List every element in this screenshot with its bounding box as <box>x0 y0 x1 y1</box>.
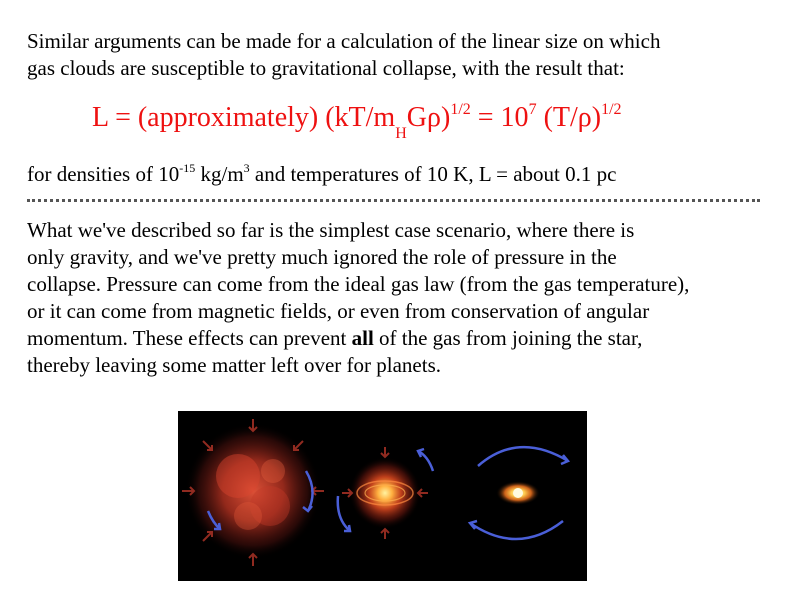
dotted-divider <box>27 199 760 202</box>
body-bold-all: all <box>351 326 374 350</box>
rotation-arrow-middle-left <box>338 496 350 531</box>
body-line-5b: of the gas from joining the star, <box>373 326 643 350</box>
cloud-collapse-illustration <box>178 411 587 581</box>
body-line-2: only gravity, and we've pretty much ignored the role of pressure in the <box>27 245 617 269</box>
body-line-3: collapse. Pressure can come from the ideal gas law (from the gas temperature), <box>27 272 690 296</box>
formula-exponent-1: 1/2 <box>450 101 471 118</box>
rotation-arrow-right-top <box>478 447 568 466</box>
conditions-part-1: for densities of 10 <box>27 162 180 186</box>
body-line-4: or it can come from magnetic fields, or even from conservation of angular <box>27 299 650 323</box>
conditions-exponent-neg15: -15 <box>179 161 196 175</box>
conditions-line <box>27 160 787 188</box>
body-line-1: What we've described so far is the simplest case scenario, where there is <box>27 218 635 242</box>
intro-line-1: Similar arguments can be made for a calculation of the linear size on which <box>27 29 661 53</box>
formula-t-rho: (T/ρ) <box>536 102 602 133</box>
body-line-6: thereby leaving some matter left over for planets. <box>27 353 442 377</box>
body-line-5a: momentum. These effects can prevent <box>27 326 352 350</box>
formula-exponent-7: 7 <box>528 101 537 118</box>
intro-line-2: gas clouds are susceptible to gravitational collapse, with the result that: <box>27 56 625 80</box>
jeans-length-formula <box>92 100 792 142</box>
formula-g-rho: Gρ) <box>406 102 451 133</box>
rotation-arrow-right-bottom <box>470 521 563 539</box>
formula-lhs: L = (approximately) (kT/m <box>92 102 396 133</box>
collapse-stages-svg <box>178 411 587 581</box>
collapsing-core <box>349 457 421 529</box>
protostar-disk <box>496 481 540 505</box>
body-paragraph <box>27 217 797 379</box>
formula-equals: = 10 <box>470 102 529 133</box>
formula-exponent-2: 1/2 <box>601 101 622 118</box>
rotation-arrow-middle-right <box>418 449 433 471</box>
formula-subscript-h: H <box>395 125 407 142</box>
intro-paragraph <box>27 28 787 82</box>
conditions-part-3: and temperatures of 10 K, L = about 0.1 pc <box>249 162 617 186</box>
conditions-part-2: kg/m <box>195 162 244 186</box>
conditions-exponent-3: 3 <box>243 161 250 175</box>
